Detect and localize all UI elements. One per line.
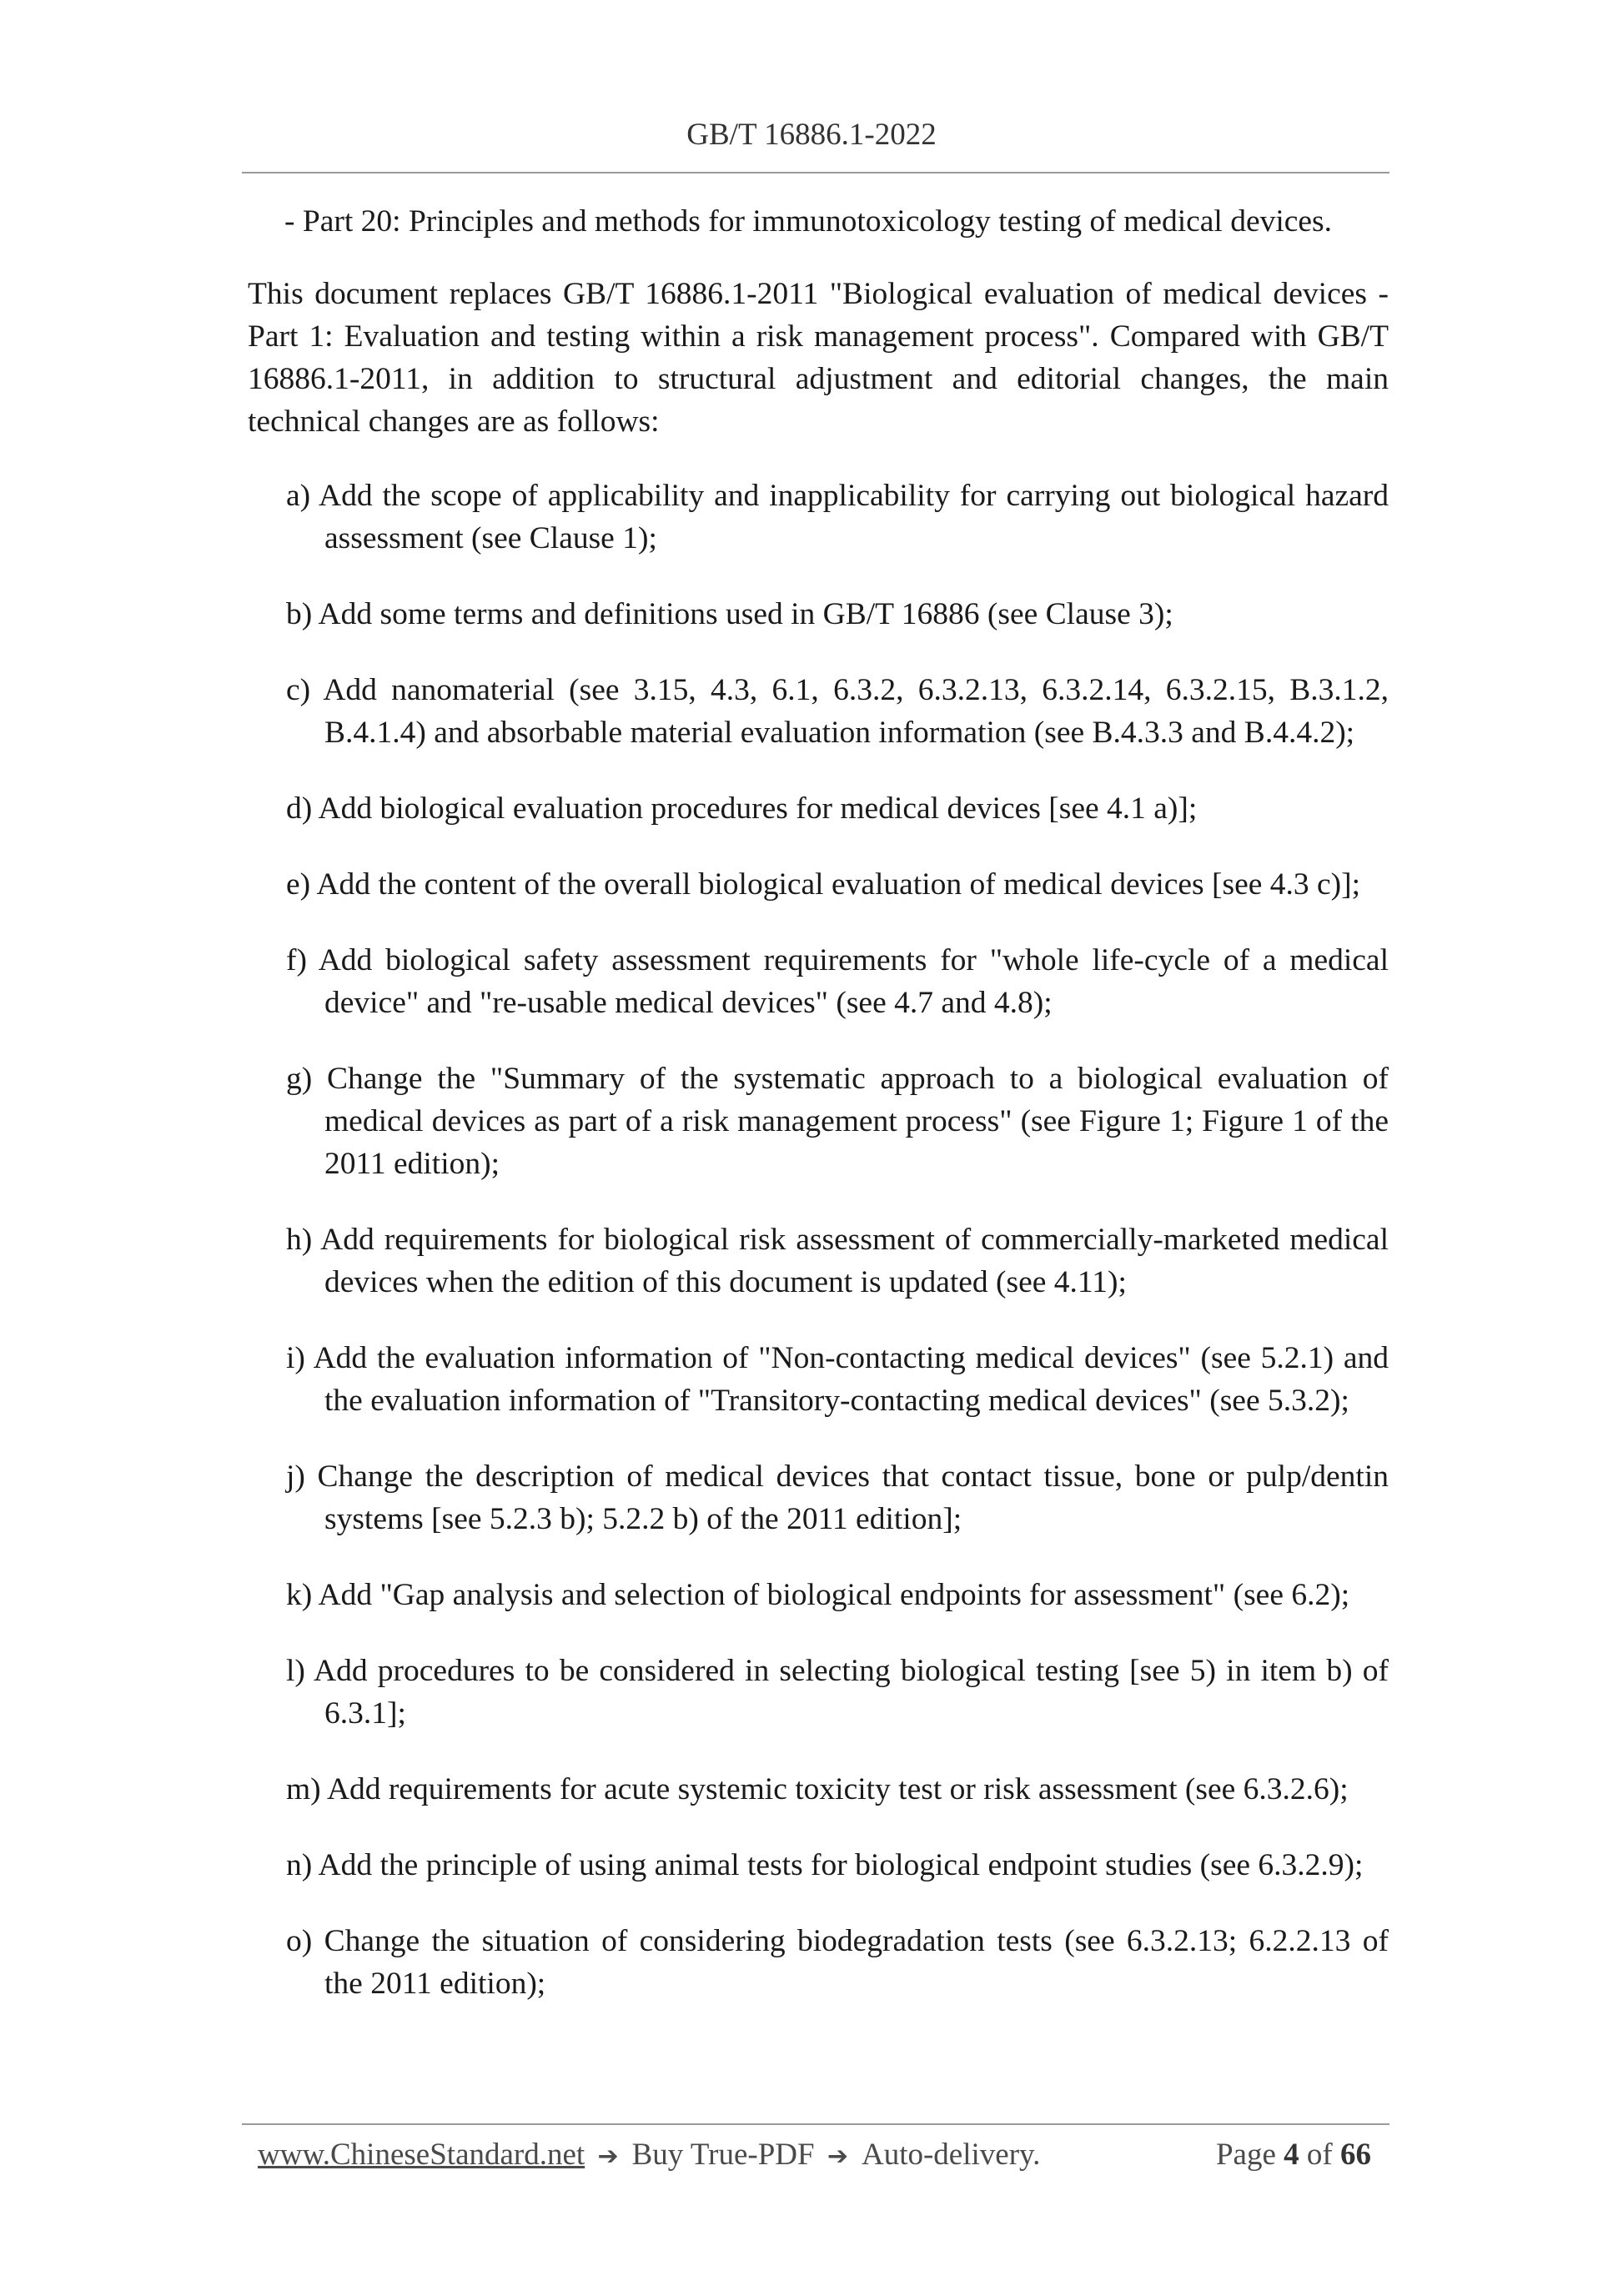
list-item: a) Add the scope of applicability and inapplicability for carrying out biological hazard assessment (see Clause 1); [286, 479, 1389, 555]
list-item: i) Add the evaluation information of "Non-contacting medical devices" (see 5.2.1) and the evaluation information of "Transitory-contacting medical devices" (see 5.3.2); [286, 1341, 1389, 1418]
list-item: c) Add nanomaterial (see 3.15, 4.3, 6.1, 6.3.2, 6.3.2.13, 6.3.2.14, 6.3.2.15, B.3.1.2, B.4.1.4) and absorbable material evaluation information (see B.4.3.3 and B.4.4.2); [286, 673, 1389, 750]
website-link[interactable]: www.ChineseStandard.net [258, 2138, 585, 2172]
footer-divider [242, 2123, 1389, 2125]
list-item: h) Add requirements for biological risk assessment of commercially-marketed medical devices when the edition of this document is updated (see 4.11); [286, 1223, 1389, 1299]
auto-delivery-text: Auto-delivery. [861, 2138, 1041, 2172]
list-item: f) Add biological safety assessment requirements for "whole life-cycle of a medical device" and "re-usable medical devices" (see 4.7 and 4.8); [286, 943, 1389, 1020]
list-item: e) Add the content of the overall biological evaluation of medical devices [see 4.3 c)]; [286, 867, 1361, 902]
header-divider [242, 172, 1389, 173]
list-item: n) Add the principle of using animal tests for biological endpoint studies (see 6.3.2.9); [286, 1848, 1364, 1882]
document-footer [258, 2137, 1371, 2173]
list-item: j) Change the description of medical devices that contact tissue, bone or pulp/dentin systems [see 5.2.3 b); 5.2.2 b) of the 2011 edition]; [286, 1459, 1389, 1536]
replacement-paragraph: This document replaces GB/T 16886.1-2011 "Biological evaluation of medical devices - Part 1: Evaluation and testing within a risk management process". Compared with GB/T 16886.1-2011, in addition to structural adjustment and editorial changes, the main technical changes are as follows: [248, 277, 1389, 439]
list-item: o) Change the situation of considering biodegradation tests (see 6.3.2.13; 6.2.2.13 of the 2011 edition); [286, 1924, 1389, 2001]
page-total: 66 [1340, 2138, 1371, 2172]
right-arrow-icon: ➔ [827, 2142, 848, 2171]
list-item: g) Change the "Summary of the systematic approach to a biological evaluation of medical devices as part of a risk management process" (see Figure 1; Figure 1 of the 2011 edition); [286, 1062, 1389, 1181]
list-item: k) Add "Gap analysis and selection of biological endpoints for assessment" (see 6.2); [286, 1578, 1350, 1612]
document-body [248, 200, 1389, 2038]
page-of-label: of [1306, 2138, 1333, 2172]
list-item: b) Add some terms and definitions used in GB/T 16886 (see Clause 3); [286, 597, 1173, 631]
buy-true-pdf-text: Buy True-PDF [631, 2138, 815, 2172]
right-arrow-icon: ➔ [597, 2142, 619, 2171]
page-indicator [1216, 2137, 1371, 2173]
page-label: Page [1215, 2138, 1276, 2172]
list-item: d) Add biological evaluation procedures for medical devices [see 4.1 a)]; [286, 791, 1198, 826]
list-item: l) Add procedures to be considered in selecting biological testing [see 5) in item b) of 6.3.1]; [286, 1654, 1389, 1731]
document-header: GB/T 16886.1-2022 [686, 118, 937, 152]
list-item: m) Add requirements for acute systemic toxicity test or risk assessment (see 6.3.2.6); [286, 1772, 1349, 1806]
intro-line: - Part 20: Principles and methods for immunotoxicology testing of medical devices. [284, 204, 1333, 239]
page-current: 4 [1284, 2138, 1299, 2172]
technical-changes-list [248, 475, 1389, 2005]
